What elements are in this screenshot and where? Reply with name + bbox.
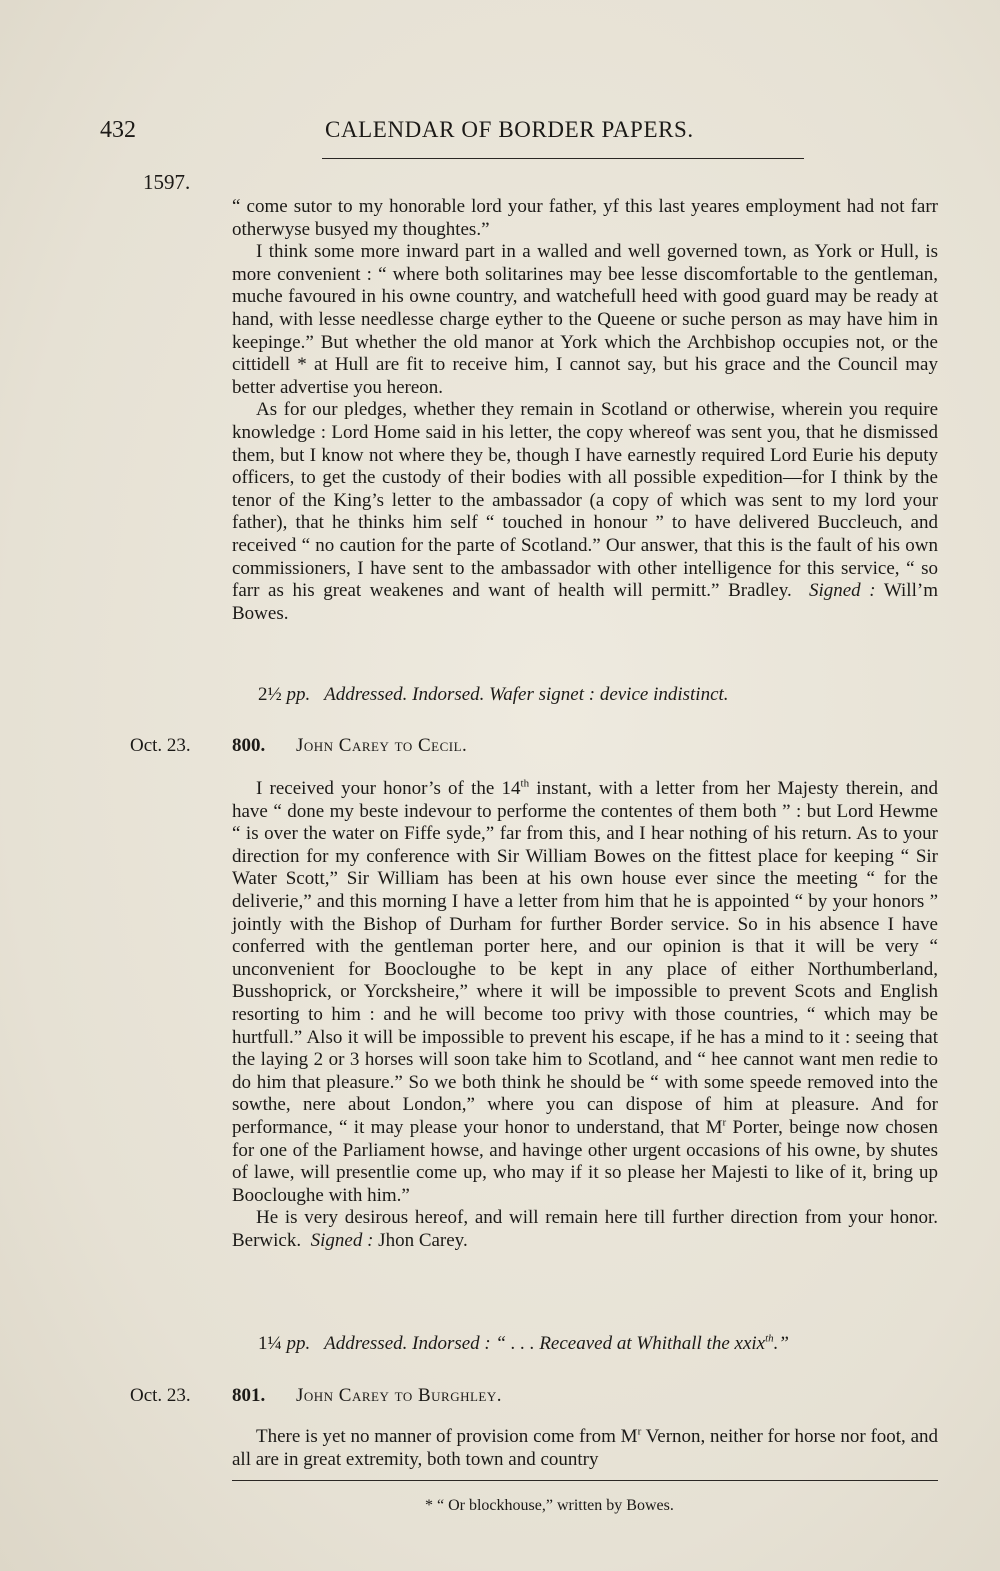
- entry-801-text: [232, 1426, 938, 1471]
- entry-800-text: [232, 778, 938, 1252]
- signed-name: Jhon Carey.: [378, 1229, 468, 1251]
- note-text: Addressed. Indorsed : “ . . . Receaved at Whithall the xxix$^{th}$.”: [324, 1332, 789, 1354]
- page-count: 2½: [258, 684, 282, 705]
- signed-label: Signed :: [808, 580, 876, 602]
- footnote: * “ Or blockhouse,” written by Bowes.: [425, 1497, 674, 1514]
- signed-name: Will’m Bowes.: [232, 580, 938, 624]
- entry-heading: John Carey to Burghley.: [296, 1385, 502, 1406]
- paragraph: [232, 399, 938, 625]
- page-number: 432: [100, 117, 136, 143]
- paragraph-text: As for our pledges, whether they remain in Scotland or otherwise, wherein you require knowledge : Lord Home said in his letter, the copy whereof was sent you, that he dismissed them, but I know not where they be, though I have earnestly required Lord Eurie his deputy officers, to get the custody of their bodies with all possible expedition—for I think by the tenor of the King’s letter to the ambassador (a copy of which was sent to my lord your father), that he thinks him self “ touched in honour ” to have delivered Buccleuch, and received “ no caution for the parte of Scotland.” Our answer, that this is the fault of his own commissioners, I have sent to the ambassador with other intelligence for this service, “ so farr as his great weakenes and want of health will permitt.” Bradley.: [232, 399, 938, 602]
- entry-number: 801.: [232, 1385, 266, 1406]
- running-title: CALENDAR OF BORDER PAPERS.: [325, 117, 694, 142]
- paragraph: “ come sutor to my honorable lord your father, yf this last yeares employment had not farr otherwyse busyed my thoughtes.”: [232, 196, 938, 240]
- year-marginal: 1597.: [143, 170, 191, 194]
- paragraph: There is yet no manner of provision come from $M^r$ Vernon, neither for horse nor foot, and all are in great extremity, both town and country: [232, 1425, 938, 1470]
- page-count: 1¼: [258, 1333, 282, 1354]
- paragraph: I think some more inward part in a walled and well governed town, as York or Hull, is more convenient : “ where both solitarines may bee lesse discomfortable to the gentleman, muche favoured in his owne country, and watchefull heed with good guard may be ready at hand, with lesse needlesse charge eyther to the Queene or suche person as may have him in keepinge.” But whether the old manor at York which the Archbishop occupies not, or the cittidell * at Hull are fit to receive him, I cannot say, but his grace and the Council may better advertise you hereon.: [232, 241, 938, 398]
- entry-date: Oct. 23.: [130, 1385, 191, 1406]
- entry-number: 800.: [232, 735, 266, 756]
- entry-date: Oct. 23.: [130, 735, 191, 756]
- page-unit: pp.: [286, 1333, 311, 1354]
- footnote-rule: [232, 1480, 938, 1481]
- paragraph: [232, 1207, 938, 1252]
- note-text: Addressed. Indorsed. Wafer signet : device indistinct.: [324, 684, 729, 705]
- paragraph-text: He is very desirous hereof, and will remain here till further direction from your honor. Berwick.: [232, 1207, 938, 1251]
- entry-heading: John Carey to Cecil.: [296, 735, 468, 756]
- document-note: [258, 684, 729, 706]
- continuation-text: [232, 196, 938, 625]
- signed-label: Signed :: [310, 1229, 374, 1251]
- document-note: [258, 1333, 789, 1355]
- header-rule: [322, 158, 804, 159]
- paragraph: I received your honor’s of the 14th instant, with a letter from her Majesty therein, and have “ done my beste indevour to performe the contentes of them both ” : but Lord Hewme “ is over the water on Fiffe syde,” far from this, and I hear nothing of his return. As to your direction for my conference with Sir William Bowes on the fittest place for keeping “ Sir Water Scott,” Sir William has been at his own house ever since the meeting “ for the deliverie,” and this morning I have a letter from him that he is appointed “ by your honors ” jointly with the Bishop of Durham for further Border service. So in his absence I have conferred with the gentleman porter here, and our opinion is that it will be very “ unconvenient for Boocloughe to be kept in any place of either Northumberland, Busshoprick, or Yorcksheire,” where it will be impossible to prevent Scots and English resorting to him : and he will become too privy with those countries, “ which may be hurtfull.” Also it will be impossible to prevent his escape, if he has a mind to it : seeing that the laying 2 or 3 horses will soon take him to Scotland, and “ hee cannot want men redie to do him that pleasure.” So we both think he should be “ with some speede removed into the sowthe, nere about London,” where you can dispose of him at pleasure. And for performance, “ it may please your honor to understand, that $M^r$ Porter, beinge now chosen for one of the Parliament howse, and havinge other urgent occasions of his owne, by shutes of lawe, will presentlie come up, who may if it so please her Majesti to like of it, bring up Boocloughe with him.”: [232, 777, 938, 1206]
- page-header: [100, 117, 938, 153]
- page-unit: pp.: [286, 684, 311, 705]
